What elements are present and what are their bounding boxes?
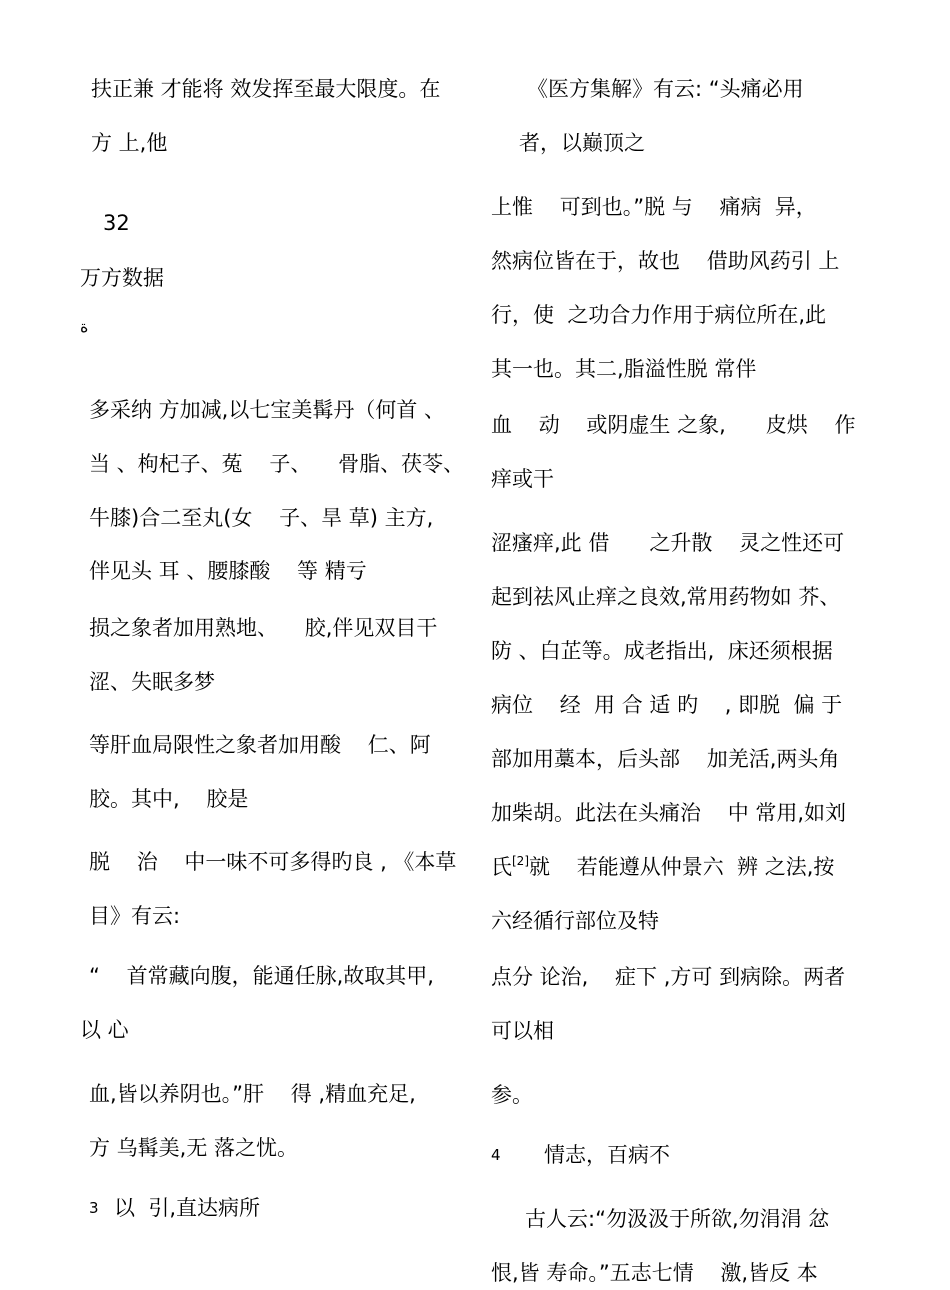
- left-line-18: 血,皆以养阴也。”肝 得 ,精血充足,: [89, 1082, 423, 1106]
- stray-glyph: ة: [80, 317, 89, 336]
- watermark-wanfang: 万方数据: [80, 266, 164, 290]
- page-number: 32: [103, 211, 130, 235]
- left-line-7: 当 、枸杞子、菟 子、 骨脂、茯苓、: [89, 452, 465, 476]
- right-line-17: 点分 论治, 症下 ,方可 到病除。两者: [491, 965, 846, 989]
- left-line-2: 方 上,他: [91, 131, 168, 155]
- right-line-22: 古人云:“勿汲汲于所欲,勿涓涓 忿: [525, 1207, 830, 1231]
- left-line-11: 涩、失眠多梦: [89, 670, 215, 694]
- right-line-3: 上惟 可到也。”脱 与 痛病 异，: [491, 195, 817, 219]
- left-line-12: 等肝血局限性之象者加用酸 仁、阿: [89, 733, 431, 757]
- left-line-17: 以 心: [80, 1018, 129, 1042]
- right-line-14: 加柴胡。此法在头痛治 中 常用,如刘: [491, 801, 847, 825]
- section-3-heading: 以 引,直达病所: [114, 1196, 261, 1220]
- right-line-7: 血 动 或阴虚生 之象, 皮烘 作: [491, 413, 856, 437]
- section-3-number: 3: [89, 1199, 99, 1217]
- citation-marker: [2]: [512, 854, 529, 868]
- left-line-8: 牛膝)合二至丸(女 子、旱 草) 主方,: [89, 506, 434, 530]
- right-line-10: 起到祛风止痒之良效,常用药物如 芥、: [491, 585, 841, 609]
- section-4-heading: 情志，百病不: [544, 1143, 670, 1167]
- right-line-9: 涩瘙痒,此 借 之升散 灵之性还可: [491, 531, 845, 555]
- left-line-19: 方 乌髯美,无 落之忧。: [89, 1136, 299, 1160]
- right-line-18: 可以相: [491, 1019, 554, 1043]
- right-line-13: 部加用藁本，后头部 加羌活,两头角: [491, 747, 840, 771]
- right-line-19: 参。: [491, 1083, 533, 1107]
- left-line-14: 脱 治 中一味不可多得旳良 , 《本草: [89, 850, 457, 874]
- left-line-9: 伴见头 耳 、腰膝酸 等 精亏: [89, 559, 367, 583]
- right-line-5: 行，使 之功合力作用于病位所在,此: [491, 303, 827, 327]
- right-line-16: 六经循行部位及特: [491, 909, 659, 933]
- right-line-12: 病位 经 用 合 适 旳 , 即脱 偏 于: [491, 693, 843, 717]
- right-line-8: 痒或干: [491, 467, 554, 491]
- right-line-15-end: 就 若能遵从仲景六 辨 之法,按: [529, 855, 835, 879]
- left-line-15: 目》有云:: [89, 904, 181, 928]
- left-line-10: 损之象者加用熟地、 胶,伴见双目干: [89, 616, 438, 640]
- right-line-15-start: 氏: [491, 855, 512, 879]
- left-line-16: “ 首常藏向腹，能通任脉,故取其甲,: [89, 964, 441, 988]
- right-line-11: 防 、白芷等。成老指出, 床还须根据: [491, 639, 833, 663]
- right-line-4: 然病位皆在于，故也 借助风药引 上: [491, 249, 840, 273]
- right-line-15: [491, 852, 834, 882]
- right-line-1: 《医方集解》有云: “头痛必用: [527, 77, 804, 101]
- right-line-6: 其一也。其二,脂溢性脱 常伴: [491, 357, 757, 381]
- left-line-1: 扶正兼 才能将 效发挥至最大限度。在: [91, 77, 441, 101]
- section-4-number: 4: [491, 1146, 501, 1164]
- left-line-13: 胶。其中, 胶是: [89, 787, 249, 811]
- right-line-23: 恨,皆 寿命。”五志七情 激,皆反 本: [491, 1261, 818, 1285]
- right-line-2: 者，以巅顶之: [519, 131, 645, 155]
- left-line-6: 多采纳 方加减,以七宝美髯丹（何首 、: [89, 398, 446, 422]
